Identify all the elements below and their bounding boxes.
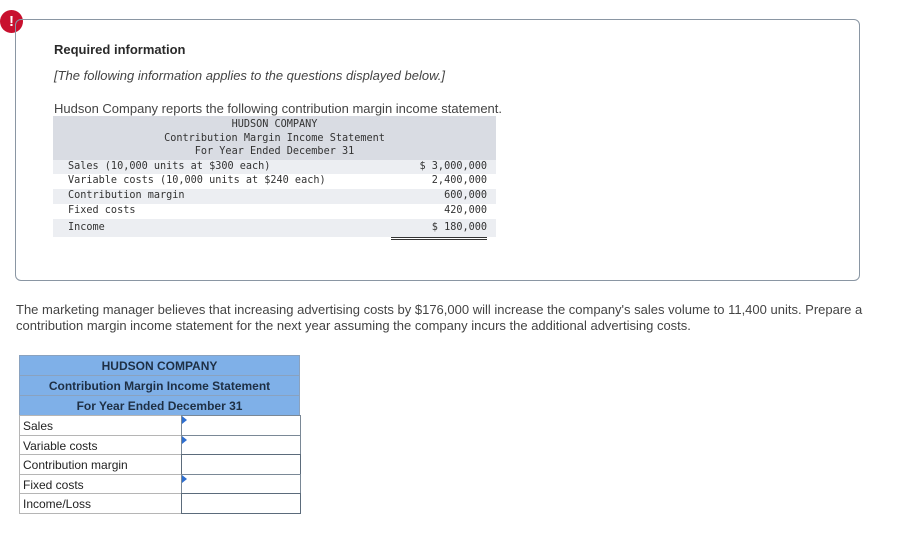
- statement-row-label: Income: [68, 221, 105, 233]
- input-marker-icon: [182, 436, 187, 444]
- income-loss-cell: [181, 493, 301, 514]
- answer-row-sales: [19, 415, 300, 436]
- contribution-margin-cell: [181, 454, 301, 475]
- answer-company: HUDSON COMPANY: [19, 355, 300, 376]
- fixed-costs-input[interactable]: [181, 474, 301, 495]
- required-info-note: [The following information applies to the questions displayed below.]: [54, 68, 445, 83]
- answer-row-contribution-margin: [19, 454, 300, 475]
- statement-row-value: 420,000: [391, 204, 487, 220]
- statement-header: [53, 116, 496, 160]
- answer-title: Contribution Margin Income Statement: [19, 375, 300, 396]
- statement-row-label: Sales (10,000 units at $300 each): [68, 160, 271, 172]
- given-income-statement: [53, 116, 496, 237]
- answer-row-variable-costs: [19, 435, 300, 456]
- statement-row-value: $ 180,000: [391, 219, 487, 240]
- answer-row-label: Contribution margin: [23, 458, 128, 473]
- answer-row-label: Sales: [23, 419, 54, 433]
- statement-row-value: 600,000: [444, 190, 487, 202]
- exclamation-icon: !: [0, 10, 23, 33]
- statement-row-label: Fixed costs: [68, 204, 136, 216]
- statement-period: For Year Ended December 31: [194, 146, 355, 157]
- answer-row-label: Fixed costs: [23, 477, 84, 492]
- answer-statement-table: [19, 355, 300, 513]
- statement-row-value: 2,400,000: [391, 174, 487, 190]
- required-info-title: Required information: [54, 42, 186, 57]
- statement-row: [53, 189, 496, 204]
- statement-company: HUDSON COMPANY: [231, 119, 318, 130]
- variable-costs-input[interactable]: [181, 435, 301, 456]
- answer-row-label: Variable costs: [23, 438, 98, 453]
- answer-row-label: Income/Loss: [23, 497, 92, 512]
- statement-row: [53, 174, 496, 189]
- statement-row: [53, 219, 496, 237]
- input-marker-icon: [182, 475, 187, 483]
- input-marker-icon: [182, 416, 187, 424]
- statement-title: Contribution Margin Income Statement: [164, 132, 385, 144]
- answer-row-fixed-costs: [19, 474, 300, 495]
- question-text: The marketing manager believes that increasing advertising costs by $176,000 will increase the company's sales volume to 11,400 units. Prepare a contribution margin income statement for the next year assuming the company incurs the additional advertising costs.: [16, 302, 863, 333]
- sales-input[interactable]: [181, 415, 301, 436]
- required-info-intro: Hudson Company reports the following contribution margin income statement.: [54, 101, 503, 116]
- statement-row: [53, 204, 496, 219]
- statement-row: [53, 160, 496, 175]
- statement-row-value: $ 3,000,000: [419, 160, 487, 172]
- answer-row-income-loss: [19, 493, 300, 514]
- answer-period: For Year Ended December 31: [19, 395, 300, 416]
- statement-row-label: Contribution margin: [68, 190, 185, 202]
- statement-row-label: Variable costs (10,000 units at $240 each): [68, 175, 326, 187]
